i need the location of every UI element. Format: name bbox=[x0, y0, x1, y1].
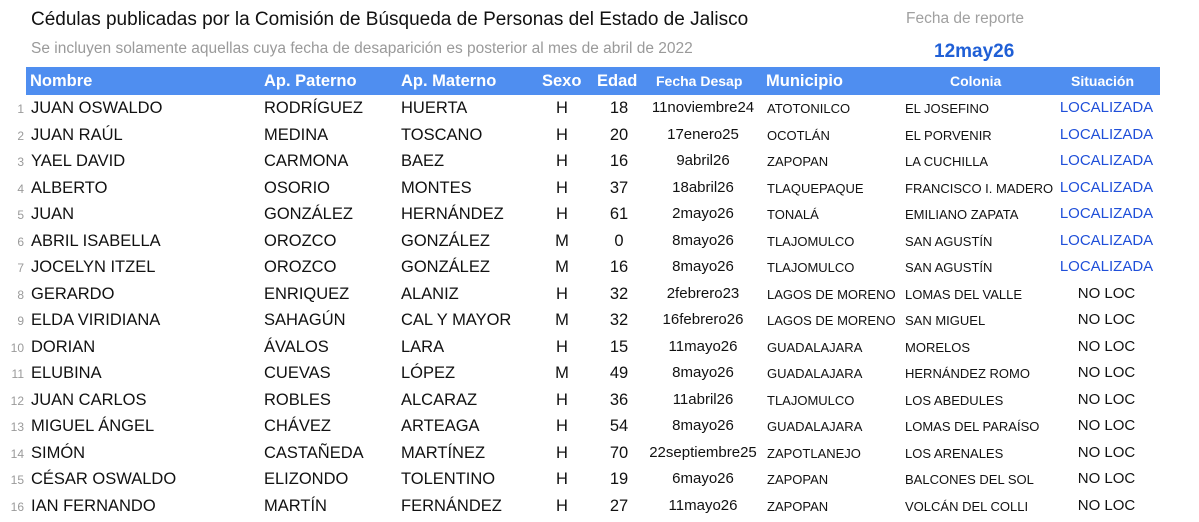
cell-fecha-desap: 16febrero26 bbox=[662, 311, 744, 328]
cell-edad: 36 bbox=[609, 390, 629, 409]
cell-ap-paterno: CASTAÑEDA bbox=[264, 443, 364, 462]
cell-edad: 70 bbox=[609, 443, 629, 462]
cell-edad: 15 bbox=[609, 337, 629, 356]
row-number: 1 bbox=[17, 102, 24, 116]
table-row bbox=[0, 387, 1199, 414]
cell-edad: 16 bbox=[609, 258, 629, 276]
cell-situacion: LOCALIZADA bbox=[1059, 125, 1154, 143]
cell-fecha-desap: 2febrero23 bbox=[666, 284, 740, 302]
cell-sexo: H bbox=[556, 205, 568, 223]
table-row bbox=[0, 228, 1199, 255]
row-number: 10 bbox=[10, 340, 24, 355]
cell-fecha-desap: 22septiembre25 bbox=[649, 443, 757, 461]
cell-ap-materno: TOSCANO bbox=[401, 125, 483, 144]
cell-ap-paterno: CHÁVEZ bbox=[264, 417, 331, 435]
column-header-situacion: Situación bbox=[1071, 73, 1135, 89]
cell-sexo: M bbox=[555, 364, 569, 382]
cell-fecha-desap: 9abril26 bbox=[676, 152, 730, 169]
cell-situacion: LOCALIZADA bbox=[1059, 258, 1154, 275]
row-number: 11 bbox=[11, 367, 24, 381]
cell-fecha-desap: 11noviembre24 bbox=[651, 99, 755, 116]
column-header-nombre: Nombre bbox=[30, 72, 93, 90]
table-row bbox=[0, 440, 1199, 467]
cell-ap-materno: ALANIZ bbox=[401, 284, 459, 303]
column-header-ap-materno: Ap. Materno bbox=[401, 72, 497, 90]
cell-fecha-desap: 11mayo26 bbox=[668, 496, 738, 514]
cell-municipio: GUADALAJARA bbox=[767, 366, 863, 381]
table-row bbox=[0, 95, 1199, 122]
cell-ap-materno: HUERTA bbox=[401, 99, 468, 117]
cell-situacion: NO LOC bbox=[1077, 311, 1136, 328]
row-number: 16 bbox=[10, 499, 24, 514]
cell-municipio: TLAJOMULCO bbox=[767, 233, 855, 249]
cell-colonia: SAN AGUSTÍN bbox=[905, 233, 993, 249]
cell-colonia: FRANCISCO I. MADERO bbox=[905, 180, 1054, 196]
cell-colonia: EL JOSEFINO bbox=[905, 101, 990, 116]
cell-sexo: M bbox=[555, 231, 569, 250]
cell-municipio: ZAPOPAN bbox=[767, 154, 829, 169]
cell-municipio: TLAQUEPAQUE bbox=[767, 180, 864, 196]
cell-nombre: IAN FERNANDO bbox=[31, 496, 156, 515]
cell-nombre: MIGUEL ÁNGEL bbox=[31, 417, 155, 435]
cell-nombre: ELUBINA bbox=[31, 364, 102, 382]
cell-edad: 20 bbox=[609, 125, 629, 144]
cell-ap-paterno: OROZCO bbox=[264, 231, 337, 250]
cell-sexo: H bbox=[556, 284, 568, 303]
report-date-label: Fecha de reporte bbox=[906, 10, 1025, 27]
cell-situacion: NO LOC bbox=[1077, 284, 1136, 302]
cell-edad: 19 bbox=[609, 470, 629, 488]
row-number: 12 bbox=[10, 393, 24, 408]
row-number: 6 bbox=[17, 234, 24, 249]
cell-edad: 54 bbox=[609, 417, 629, 435]
cell-situacion: LOCALIZADA bbox=[1059, 152, 1154, 169]
cell-colonia: MORELOS bbox=[905, 339, 971, 355]
table-row bbox=[0, 175, 1199, 202]
table-row bbox=[0, 334, 1199, 361]
cell-municipio: LAGOS DE MORENO bbox=[767, 313, 896, 328]
cell-ap-paterno: OSORIO bbox=[264, 178, 331, 197]
cell-nombre: SIMÓN bbox=[31, 443, 86, 462]
table-row bbox=[0, 254, 1199, 281]
cell-sexo: H bbox=[556, 443, 568, 462]
cell-ap-paterno: ROBLES bbox=[264, 390, 331, 409]
cell-ap-paterno: CUEVAS bbox=[264, 364, 331, 382]
cell-sexo: H bbox=[556, 417, 568, 435]
cell-nombre: JUAN RAÚL bbox=[31, 125, 123, 144]
cell-sexo: M bbox=[555, 258, 569, 276]
cell-nombre: GERARDO bbox=[31, 284, 115, 303]
cell-situacion: NO LOC bbox=[1077, 470, 1136, 487]
cell-edad: 37 bbox=[609, 178, 629, 197]
cell-municipio: ATOTONILCO bbox=[767, 101, 851, 116]
cell-colonia: LOS ABEDULES bbox=[905, 392, 1004, 408]
cell-municipio: ZAPOTLANEJO bbox=[767, 445, 861, 461]
cell-nombre: CÉSAR OSWALDO bbox=[31, 470, 177, 488]
cell-ap-paterno: RODRÍGUEZ bbox=[264, 99, 363, 117]
cell-fecha-desap: 8mayo26 bbox=[672, 258, 734, 275]
cell-situacion: NO LOC bbox=[1077, 364, 1136, 381]
page-subtitle: Se incluyen solamente aquellas cuya fecha de desaparición es posterior al mes de abril de 2022 bbox=[31, 40, 693, 57]
cell-edad: 32 bbox=[609, 311, 629, 329]
row-number: 4 bbox=[17, 181, 24, 196]
cell-municipio: ZAPOPAN bbox=[767, 498, 829, 514]
cell-colonia: HERNÁNDEZ ROMO bbox=[905, 366, 1030, 381]
cell-sexo: H bbox=[556, 470, 568, 488]
cell-municipio: TLAJOMULCO bbox=[767, 392, 855, 408]
cell-edad: 32 bbox=[609, 284, 629, 303]
cell-municipio: TLAJOMULCO bbox=[767, 260, 855, 275]
cell-colonia: LOMAS DEL VALLE bbox=[905, 286, 1023, 302]
cell-ap-paterno: ÁVALOS bbox=[264, 337, 329, 356]
cell-ap-paterno: SAHAGÚN bbox=[264, 311, 346, 329]
cell-nombre: ELDA VIRIDIANA bbox=[31, 311, 161, 329]
cell-ap-materno: CAL Y MAYOR bbox=[401, 311, 512, 329]
table-row bbox=[0, 493, 1199, 520]
cell-ap-materno: MONTES bbox=[401, 178, 472, 197]
cell-colonia: LOMAS DEL PARAÍSO bbox=[905, 419, 1040, 434]
report-date-value: 12may26 bbox=[934, 41, 1015, 62]
cell-fecha-desap: 8mayo26 bbox=[672, 231, 734, 249]
cell-nombre: ALBERTO bbox=[31, 178, 108, 197]
table-row bbox=[0, 148, 1199, 175]
cell-municipio: ZAPOPAN bbox=[767, 472, 829, 487]
cell-nombre: DORIAN bbox=[31, 337, 96, 356]
cell-nombre: JUAN bbox=[31, 205, 75, 223]
cell-municipio: GUADALAJARA bbox=[767, 339, 863, 355]
cell-colonia: SAN AGUSTÍN bbox=[905, 260, 993, 275]
cell-edad: 49 bbox=[609, 364, 629, 382]
cell-sexo: H bbox=[556, 496, 568, 515]
row-number: 5 bbox=[17, 208, 24, 222]
cell-ap-paterno: MEDINA bbox=[264, 125, 329, 144]
cell-colonia: BALCONES DEL SOL bbox=[905, 472, 1034, 487]
cell-sexo: M bbox=[555, 311, 569, 329]
cell-situacion: LOCALIZADA bbox=[1059, 99, 1154, 116]
cell-colonia: LOS ARENALES bbox=[905, 445, 1004, 461]
cell-situacion: LOCALIZADA bbox=[1059, 231, 1154, 249]
cell-situacion: LOCALIZADA bbox=[1059, 205, 1154, 222]
table-row bbox=[0, 281, 1199, 308]
cell-ap-paterno: ELIZONDO bbox=[264, 470, 349, 488]
cell-situacion: NO LOC bbox=[1077, 337, 1136, 355]
row-number: 14 bbox=[10, 446, 24, 461]
table-row bbox=[0, 466, 1199, 493]
cell-edad: 0 bbox=[614, 231, 624, 250]
cell-fecha-desap: 11abril26 bbox=[672, 390, 734, 408]
cell-colonia: SAN MIGUEL bbox=[905, 313, 986, 328]
cell-edad: 61 bbox=[609, 205, 629, 223]
cell-colonia: LA CUCHILLA bbox=[905, 154, 989, 169]
cell-situacion: NO LOC bbox=[1077, 443, 1136, 461]
column-header-fecha-desap: Fecha Desap bbox=[656, 73, 743, 89]
cell-sexo: H bbox=[556, 99, 568, 117]
column-header-ap-paterno: Ap. Paterno bbox=[264, 72, 357, 90]
cell-nombre: YAEL DAVID bbox=[31, 152, 126, 170]
cell-situacion: LOCALIZADA bbox=[1059, 178, 1154, 196]
cell-ap-materno: LARA bbox=[401, 337, 445, 356]
cell-colonia: EL PORVENIR bbox=[905, 127, 992, 143]
cell-ap-materno: FERNÁNDEZ bbox=[401, 496, 502, 515]
row-number: 7 bbox=[17, 261, 24, 275]
cell-ap-materno: BAEZ bbox=[401, 152, 445, 170]
cell-sexo: H bbox=[556, 390, 568, 409]
cell-ap-materno: MARTÍNEZ bbox=[401, 443, 486, 462]
column-header-colonia: Colonia bbox=[950, 73, 1002, 89]
cell-municipio: LAGOS DE MORENO bbox=[767, 286, 896, 302]
cell-nombre: ABRIL ISABELLA bbox=[31, 231, 161, 250]
cell-ap-materno: LÓPEZ bbox=[401, 364, 456, 382]
cell-ap-paterno: MARTÍN bbox=[264, 496, 327, 515]
cell-sexo: H bbox=[556, 152, 568, 170]
cell-fecha-desap: 8mayo26 bbox=[672, 417, 734, 434]
cell-ap-materno: ARTEAGA bbox=[401, 417, 480, 435]
row-number: 3 bbox=[17, 155, 24, 169]
cell-fecha-desap: 18abril26 bbox=[672, 178, 734, 196]
cell-edad: 27 bbox=[609, 496, 629, 515]
cell-municipio: GUADALAJARA bbox=[767, 419, 863, 434]
cell-sexo: H bbox=[556, 337, 568, 356]
cell-fecha-desap: 2mayo26 bbox=[672, 205, 734, 222]
row-number: 2 bbox=[17, 128, 24, 143]
cell-ap-materno: GONZÁLEZ bbox=[401, 231, 490, 250]
column-header-sexo: Sexo bbox=[542, 72, 582, 90]
cell-sexo: H bbox=[556, 125, 568, 144]
cell-ap-materno: TOLENTINO bbox=[401, 470, 496, 488]
table-row bbox=[0, 201, 1199, 228]
cell-colonia: EMILIANO ZAPATA bbox=[905, 207, 1019, 222]
cell-ap-materno: ALCARAZ bbox=[401, 390, 478, 409]
cell-situacion: NO LOC bbox=[1077, 390, 1136, 408]
cell-ap-materno: HERNÁNDEZ bbox=[401, 205, 504, 223]
cell-ap-paterno: ENRIQUEZ bbox=[264, 284, 350, 303]
cell-situacion: NO LOC bbox=[1077, 496, 1136, 514]
table-row bbox=[0, 360, 1199, 387]
row-number: 15 bbox=[10, 473, 24, 487]
cell-municipio: OCOTLÁN bbox=[767, 127, 830, 143]
cell-ap-materno: GONZÁLEZ bbox=[401, 258, 490, 276]
table-row bbox=[0, 413, 1199, 440]
column-header-municipio: Municipio bbox=[766, 72, 843, 90]
cell-ap-paterno: CARMONA bbox=[264, 152, 349, 170]
cell-fecha-desap: 6mayo26 bbox=[672, 470, 734, 487]
cell-ap-paterno: OROZCO bbox=[264, 258, 337, 276]
table-row bbox=[0, 122, 1199, 149]
cell-edad: 16 bbox=[609, 152, 629, 170]
cell-fecha-desap: 17enero25 bbox=[667, 125, 739, 143]
cell-sexo: H bbox=[556, 178, 568, 197]
cell-edad: 18 bbox=[609, 99, 629, 117]
cell-nombre: JUAN OSWALDO bbox=[31, 99, 163, 117]
cell-nombre: JOCELYN ITZEL bbox=[31, 258, 156, 276]
page-title: Cédulas publicadas por la Comisión de Búsqueda de Personas del Estado de Jalisco bbox=[31, 9, 749, 30]
row-number: 8 bbox=[17, 287, 24, 302]
cell-situacion: NO LOC bbox=[1077, 417, 1136, 434]
row-number: 13 bbox=[10, 420, 24, 434]
cell-ap-paterno: GONZÁLEZ bbox=[264, 205, 353, 223]
row-number: 9 bbox=[17, 314, 24, 328]
cell-fecha-desap: 11mayo26 bbox=[668, 337, 738, 355]
table-header bbox=[26, 67, 1160, 95]
table-row bbox=[0, 307, 1199, 334]
cell-municipio: TONALÁ bbox=[767, 207, 819, 222]
cell-fecha-desap: 8mayo26 bbox=[672, 364, 734, 381]
cell-nombre: JUAN CARLOS bbox=[31, 390, 147, 409]
cell-colonia: VOLCÁN DEL COLLI bbox=[905, 498, 1029, 514]
column-header-edad: Edad bbox=[597, 72, 638, 90]
